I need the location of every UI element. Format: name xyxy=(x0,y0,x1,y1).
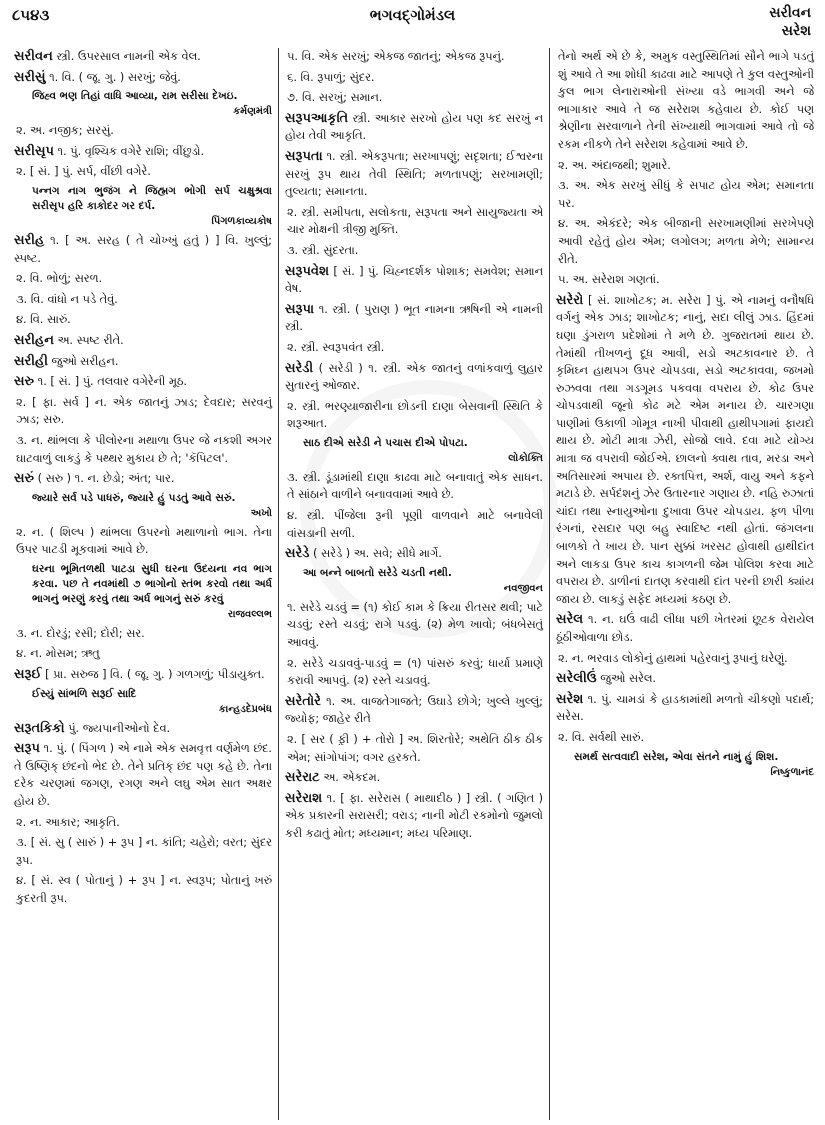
definition-text: ૩. વિ. વાંધો ન પડે તેવું. xyxy=(16,292,118,306)
guide-word-last: સરેશ xyxy=(781,23,811,39)
quotation xyxy=(14,184,272,229)
definition-text: ૩. ન. દોરડું; રસી; દોરી; સર. xyxy=(16,626,145,640)
quotation-source: નિષ્કુળાનંદ xyxy=(770,766,814,778)
entry-sense xyxy=(14,872,272,907)
entry-sense xyxy=(14,291,272,309)
definition-text: જુઓ સરીહન. xyxy=(47,354,119,368)
definition-text: ૩. સ્ત્રી. ડૂંડામાંથી દાણા કાઢવા માટે બનાવાતું એક સાધન. તે સાંઠાને વાળીને બનાવવામાં આવે છે. xyxy=(287,470,543,502)
headword: સરૂપ xyxy=(14,741,40,757)
quotation-text: જિહ્વ ભણ તિહાં વાધિ આવ્યા, રામ સરીસા દેખઇ. xyxy=(32,90,238,103)
headword: સરેડે xyxy=(285,546,310,562)
definition-text: ૪. અ. એકંદરે; એક બીજાની સરખામણીમાં સરખેપણે આવી રહેતું હોય એમ; લગોલગ; મળતા મેળે; સામાન્ય રીતે. xyxy=(558,217,814,266)
definition-text: ૨. અ. અંદાજથી; શુમારે. xyxy=(558,158,671,172)
quotation-text: જ્યારે સર્વ પડે પાધરું, જ્યારે હું પડતું આવે સરું. xyxy=(32,491,236,504)
headword: સરૂપઆકૃતિ xyxy=(285,110,349,126)
headword: સરેરો xyxy=(556,292,584,308)
entry-sense xyxy=(14,834,272,869)
guide-words xyxy=(769,4,811,40)
page-header xyxy=(0,0,825,48)
dictionary-entry xyxy=(14,232,272,267)
entry-sense xyxy=(285,89,543,107)
entry-sense xyxy=(285,204,543,239)
definition-text: અ. સ્પષ્ટ રીતે. xyxy=(53,333,124,347)
headword: સરું xyxy=(14,471,35,487)
dictionary-entry xyxy=(556,670,814,688)
headword: સરીહી xyxy=(14,353,48,369)
quotation-source: નવજીવન xyxy=(503,582,543,594)
entry-sense xyxy=(556,177,814,212)
dictionary-entry xyxy=(14,666,272,684)
dictionary-columns xyxy=(8,48,820,1120)
definition-text: ૩. સ્ત્રી. સુંદરતા. xyxy=(287,243,359,257)
entry-sense xyxy=(285,242,543,260)
definition-text: સ્ત્રી. ઉપરસાલ નામની એક વેલ. xyxy=(52,50,201,63)
definition-text: ૧. સરેડે ચડવું = (૧) કોઈ કામ કે ક્રિયા રીતસર થવી; પાટે ચડવું; રસ્તે ચડવું; રાગે પડવું. (૨) મેળ ખાવો; બંધબેસતું આવવું. xyxy=(287,600,543,650)
quotation-text: ઘરના ભૂમિતળથી પાટડા સુધી ઘરના ઉદયના નવ ભાગ કરવા. પછ તે નવમાંથી ૭ ભાગોનો સ્તંભ કરવો તથા અર્ધ ભાગનું ભરણું કરવું તથા અર્ધ ભાગનું સરું કરવું xyxy=(32,562,272,605)
headword: સરીસૃપ xyxy=(14,143,54,159)
definition-text: ૨. ન. ભરવાડ લોકોનું હાથમાં પહેરવાનું રૂપાનું ઘરેણું. xyxy=(558,651,788,665)
definition-text: ૨. ન. ( શિલ્પ ) થાંભલા ઉપરનો મથાળાનો ભાગ. તેના ઉપર પાટડી મૂકવામાં આવે છે. xyxy=(16,525,272,557)
headword: સરૂપતા xyxy=(285,148,323,164)
definition-text: ( સરેડી ) ૧. સ્ત્રી. એક જાતનું વળાંકવાળું લુહાર સુતારનું ઓજાર. xyxy=(285,361,543,393)
entry-sense xyxy=(14,394,272,429)
entry-sense xyxy=(14,814,272,832)
definition-text: [ પ્રા. સરુજ ] વિ. ( જૂ. ગુ. ) ગળગળું; પીડાયુક્ત. xyxy=(41,668,265,682)
definition-text: [ સં. શાખોટક; મ. સરેરા ] પું. એ નામનું વનૌષધિ વર્ગનું એક ઝાડ; શાખોટક; નાનું, સદા લીલું ઝાડ. હિંદમાં ઘણા ડુંગરાળ પ્રદેશોમાં તે મળે છે. ગુજરાતમાં થાય છે. તેમાંથી તીખળનું દૂધ આવી, સડો અટકાવનાર છે. તે કૃમિઘ્ન હાથપગ ઉપર ચોપડવા, સડો અટકાવવા, જખમો રુઝવવા તથા ગડગૂમડ પકવવા વપરાય છે. કોઢ ઉપર ચોપડવાથી જૂનો કોઢ મટે એમ મનાય છે. ચારગણા પાણીમાં ઉકાળી ગોમૂત્ર નાખી પીવાથી હાથીપગામાં ફાયદો થાય છે. મોટી માત્રા ઝેરી, સોજો લાવે. દવા માટે યોગ્ય માત્રા જ વપરાવી જોઈએ. છાલનો ક્વાથ તાવ, મરડા અને અતિસારમાં અપાય છે. રક્તપિત્ત, અર્શ, વાયુ અને કફને મટાડે છે. સર્પદંશનું ઝેર ઉતારનાર ગણાય છે. નહિ રુઝાતાં ચાંદા તથા સ્નાયુઓના દુખાવા ઉપર ચોપડાય. ફળ પીળા રંગનાં, રસદાર પણ બહુ સ્વાદિષ્ટ નથી હોતાં. જંગલના બાળકો તે ખાય છે. પાન સુક્કાં ખરસટ હોવાથી હાથીદાંત અને લાકડા ઉપર કાચ કાગળની જેમ પોલિશ કરવા માટે વપરાય છે. ડાળીનાં દાતણ કરવાથી દાંત પરની છારી ક્યાંય જાય છે. લાકડું સફેદ મધ્યમાં કઠણ છે. xyxy=(556,293,814,606)
quotation-source: લોકોક્તિ xyxy=(508,452,543,464)
definition-text: ૨. સ્ત્રી. ભરણ્યાજારીના છોડની દાણા બેસવાની સ્થિતિ કે શરૂઆત. xyxy=(287,399,543,431)
entry-sense xyxy=(556,48,814,154)
page-number: ૮૫૪૩ xyxy=(12,6,50,24)
definition-text: ૫. વિ. એક સરખું; એકજ જાતનું; એકજ રૂપનું. xyxy=(287,50,505,63)
definition-text: ૧. અ. વાજતેગાજતે; ઉઘાડે છોગે; ખુલ્લે ખુલ્લું; જ્યોફ; જાહેર રીતે xyxy=(285,694,543,726)
definition-text: ૧. પું. ચામડાં કે હાડકામાંથી મળતો ચીકણો પદાર્થ; સરેસ. xyxy=(556,692,814,724)
quotation-text: ઈસ્યું સાંભળિ સરૂઈ સાદિ xyxy=(32,687,137,700)
headword: સરેલીઉં xyxy=(556,671,597,687)
entry-sense xyxy=(285,655,543,690)
entry-sense xyxy=(285,69,543,87)
definition-text: ૧. પું. ( પિંગળ ) એ નામે એક સમવૃત્ત વર્ણમેળ છંદ. તે ઉષ્ણિક્ છંદનો ભેદ છે. તેને પ્રતિક્ છંદ પણ કહે છે. તેના દરેક ચરણમાં જગણ, રગણ અને લઘુ એમ સાત અક્ષર હોય છે. xyxy=(14,742,272,809)
entry-sense xyxy=(556,157,814,175)
definition-text: ૨. સરેડે ચડાવવું-પાડવું = (૧) પાંસરું કરવું; ધાર્યા પ્રમાણે કરાવી આપવું. (૨) રસ્તે ચડાવવું. xyxy=(287,656,543,688)
definition-text: સ્ત્રી. આકાર સરખો હોય પણ કદ સરખું ન હોય તેવી આકૃતિ. xyxy=(285,111,543,143)
definition-text: ૫. અ. સરેરાશ ગણતાં. xyxy=(558,273,660,287)
definition-text: જુઓ સરેલ. xyxy=(596,672,657,686)
quotation xyxy=(285,436,543,466)
dictionary-entry xyxy=(14,373,272,391)
entry-sense xyxy=(14,432,272,467)
headword: સરુ xyxy=(14,374,35,390)
dictionary-entry xyxy=(285,110,543,145)
entry-sense xyxy=(14,625,272,643)
entry-sense xyxy=(285,507,543,542)
definition-text: ૩. [ સં. સુ ( સારું ) + રૂપ ] ન. કાંતિ; ચહેરો; વરત; સુંદર રૂપ. xyxy=(16,836,272,867)
entry-sense xyxy=(285,339,543,357)
entry-sense xyxy=(285,398,543,433)
quotation xyxy=(14,687,272,717)
definition-text: ૧. સ્ત્રી. ( પુરાણ ) ભૂત નામના ઋષિની એ નામની સ્ત્રી. xyxy=(285,302,543,334)
entry-sense xyxy=(285,599,543,652)
quotation-source: અખો xyxy=(250,507,272,519)
entry-sense xyxy=(14,311,272,329)
headword: સરીવન xyxy=(14,49,53,64)
dictionary-entry xyxy=(556,691,814,726)
definition-text: ૨. વિ. ભોળું; સરળ. xyxy=(16,272,103,286)
quotation-text: પન્નગ નાગ ભુજંગ ને જિહ્મગ ભોગી સર્પ ચક્ષુશ્રવા સરીસૃપ હરિ કાકોદર ગર દર્પ. xyxy=(32,184,272,212)
quotation xyxy=(14,491,272,521)
entry-sense xyxy=(556,215,814,268)
entry-sense xyxy=(285,48,543,66)
headword: સરેલ xyxy=(556,612,584,628)
definition-text: ૨. [ સર ( ફ઼ી ) + તોરો ] અ. શિરતોરે; અથેતિ ઠીક ઠીક એમ; સાંગોપાંગ; વગર હરકતે. xyxy=(287,733,543,764)
headword: સરેરાશ xyxy=(285,790,323,806)
guide-word-first: સરીવન xyxy=(769,5,811,21)
entry-sense xyxy=(285,469,543,504)
definition-text: ( સરુ ) ૧. ન. છેડો; અંત; પાર. xyxy=(34,472,175,486)
quotation-source: પિંગળકાવ્યકોષ xyxy=(211,215,272,227)
dictionary-entry xyxy=(285,360,543,395)
headword: સરેરાટ xyxy=(285,770,320,786)
dictionary-entry xyxy=(14,720,272,738)
headword: સરેતોરે xyxy=(285,693,321,709)
dictionary-entry xyxy=(285,263,543,298)
dictionary-entry xyxy=(14,470,272,488)
quotation xyxy=(14,562,272,622)
headword: સરીહન xyxy=(14,332,54,348)
definition-text: ૪. સ્ત્રી. પીંજેલા રૂની પૂણી વાળવાને માટે બનાવેલી વાંસડાની સળી. xyxy=(287,509,543,540)
definition-text: ૧. [ ફા. સરેરાસ ( માથાદીઠ ) ] સ્ત્રી. ( ગણિત ) એક પ્રકારની સરાસરી; વરાડ; નાની મોટી રકમોનો જુમલો કરી કઢાતું મોત; મધ્યમાન; મધ્ય પરિમાણ. xyxy=(285,791,543,840)
definition-text: તેનો અર્થ એ છે કે, અમુક વસ્તુસ્થિતિમાં સૌને ભાગે પડતું શું આવે તે આ શોધી કાઢવા માટે આપણે તે કુલ વસ્તુઓની કુલ ભાગ લેનારાઓની સંખ્યા વડે ભાગવી અને જે ભાગાકાર આવે તે જ સરેરાશ કહેવાય છે. કોઈ પણ શ્રેણીના સરવાળાને તેની સંખ્યાથી ભાગવામાં આવે તો જે રકમ નીકળે તેને સરેરાશ કહેવામાં આવે છે. xyxy=(558,50,814,151)
entry-sense xyxy=(556,271,814,289)
entry-sense xyxy=(14,524,272,559)
definition-text: ૪. ન. મોસમ; ઋતુ xyxy=(16,647,100,661)
dictionary-entry xyxy=(14,143,272,161)
column-2 xyxy=(278,48,549,1120)
dictionary-entry xyxy=(285,148,543,201)
dictionary-entry xyxy=(556,611,814,646)
definition-text: ૧. પું. વૃશ્ચિક વગેરે રાશિ; વીંછુડો. xyxy=(53,144,205,158)
definition-text: ૨. [ સં. ] પું. સર્પ, વીંછી વગેરે. xyxy=(16,165,151,179)
definition-text: [ સં. ] પું. ચિહ્નદર્શક પોશાક; સમવેશ; સમાન વેષ. xyxy=(285,264,543,296)
column-1 xyxy=(8,48,278,1120)
definition-text: ( સરેડે ) અ. સવે; સીધે માર્ગે. xyxy=(309,547,442,561)
headword: સરૂતકિકો xyxy=(14,720,65,736)
dictionary-entry xyxy=(14,353,272,371)
definition-text: ૧. [ સં. ] પું. તલવાર વગેરેની મૂઠ. xyxy=(34,375,187,389)
entry-sense xyxy=(556,650,814,668)
definition-text: અ. એકદમ. xyxy=(319,771,381,785)
definition-text: ૪. [ સં. સ્વ ( પોતાનું ) + રૂપ ] ન. સ્વરૂપ; પોતાનું ખરું કુદરતી રૂપ. xyxy=(16,874,272,905)
quotation-text: સમર્થ સત્વવાદી સરેશ, એવા સંતને નામું હું શિશ. xyxy=(574,750,779,763)
dictionary-entry xyxy=(285,301,543,336)
definition-text: ૨. વિ. સર્વથી સારું. xyxy=(558,730,645,744)
definition-text: ૨. ન. આકાર; આકૃતિ. xyxy=(16,815,120,829)
quotation xyxy=(285,566,543,596)
dictionary-entry xyxy=(14,69,272,87)
quotation-source: કર્મણમંત્રી xyxy=(233,106,272,118)
dictionary-entry xyxy=(285,769,543,787)
quotation xyxy=(14,89,272,119)
dictionary-title: ભગવદ્ગોમંડલ xyxy=(369,6,456,24)
entry-sense xyxy=(14,645,272,663)
definition-text: ૧. સ્ત્રી. એકરૂપતા; સરખાપણું; સદૃશતા; ઈશ્વરના સરખું રૂપ થાય તેવી સ્થિતિ; મળતાપણું; સરખામણી; તુલ્યતા; સમાનતા. xyxy=(285,149,543,199)
definition-text: ૨. સ્ત્રી. સ્વરૂપવંત સ્ત્રી. xyxy=(287,340,385,354)
definition-text: પું. જ્યપાનીઓનો દેવ. xyxy=(64,721,171,735)
entry-sense xyxy=(285,731,543,766)
entry-sense xyxy=(14,122,272,140)
column-3 xyxy=(549,48,820,1120)
headword: સરૂઈ xyxy=(14,667,42,683)
dictionary-entry xyxy=(285,693,543,728)
dictionary-entry xyxy=(556,292,814,609)
headword: સરેશ xyxy=(556,691,584,707)
headword: સરીહ xyxy=(14,232,45,248)
dictionary-entry xyxy=(14,48,272,66)
quotation-text: સાઠ દીએ સરેડી ને પચાસ દીએ પોપટા. xyxy=(303,436,468,449)
definition-text: ૧. વિ. ( જૂ. ગુ. ) સરખું; જેવું. xyxy=(45,70,181,84)
dictionary-entry xyxy=(14,332,272,350)
definition-text: ૧. [ અ. સરહ ( તે ચોખ્ખું હતું ) ] વિ. ખુલ્લું; સ્પષ્ટ. xyxy=(14,233,272,265)
quotation-source: કાન્હડદેપ્રબંધ xyxy=(218,703,272,715)
quotation-source: રાજવલ્લભ xyxy=(227,608,272,620)
quotation xyxy=(556,750,814,780)
entry-sense xyxy=(14,163,272,181)
entry-sense xyxy=(556,729,814,747)
headword: સરીસું xyxy=(14,69,46,85)
headword: સરેડી xyxy=(285,360,314,376)
entry-sense xyxy=(14,270,272,288)
headword: સરૂપા xyxy=(285,301,315,317)
definition-text: ૬. વિ. રૂપાળું; સુંદર. xyxy=(287,70,375,84)
definition-text: ૧. ન. ઘઉં વાઢી લીધા પછી ખેતરમાં છૂટક વેરાયેલ ઠૂંઠીઓવાળા છોડ. xyxy=(556,613,814,644)
quotation-text: આ બન્ને બાબતો સરેડે ચડતી નથી. xyxy=(303,566,452,579)
definition-text: ૨. સ્ત્રી. સમીપતા, સલોકતા, સરૂપતા અને સાયુજ્યતા એ ચાર મોક્ષની ત્રીજી મુક્તિ. xyxy=(287,205,543,237)
dictionary-entry xyxy=(285,790,543,843)
definition-text: ૭. વિ. સરખું; સમાન. xyxy=(287,91,383,105)
headword: સરૂપવેશ xyxy=(285,263,330,279)
definition-text: ૩. ન. થાંભલા કે પીલોરના મથાળા ઉપર જે નકશી અગર ઘાટવાળું લાકડું કે પથ્થર મુકાય છે તે; 'કૅપિટલ'. xyxy=(16,433,272,465)
definition-text: ૩. અ. એક સરખું સીધું કે સપાટ હોય એમ; સમાનતા પર. xyxy=(558,179,814,210)
definition-text: ૪. વિ. સારું. xyxy=(16,313,71,327)
definition-text: ૨. [ ફા. સર્વ ] ન. એક જાતનું ઝાડ; દેવદાર; સરવનું ઝાડ; સરુ. xyxy=(16,395,272,427)
dictionary-entry xyxy=(285,545,543,563)
definition-text: ૨. અ. નજીક; સરસું. xyxy=(16,124,114,138)
dictionary-entry xyxy=(14,740,272,810)
